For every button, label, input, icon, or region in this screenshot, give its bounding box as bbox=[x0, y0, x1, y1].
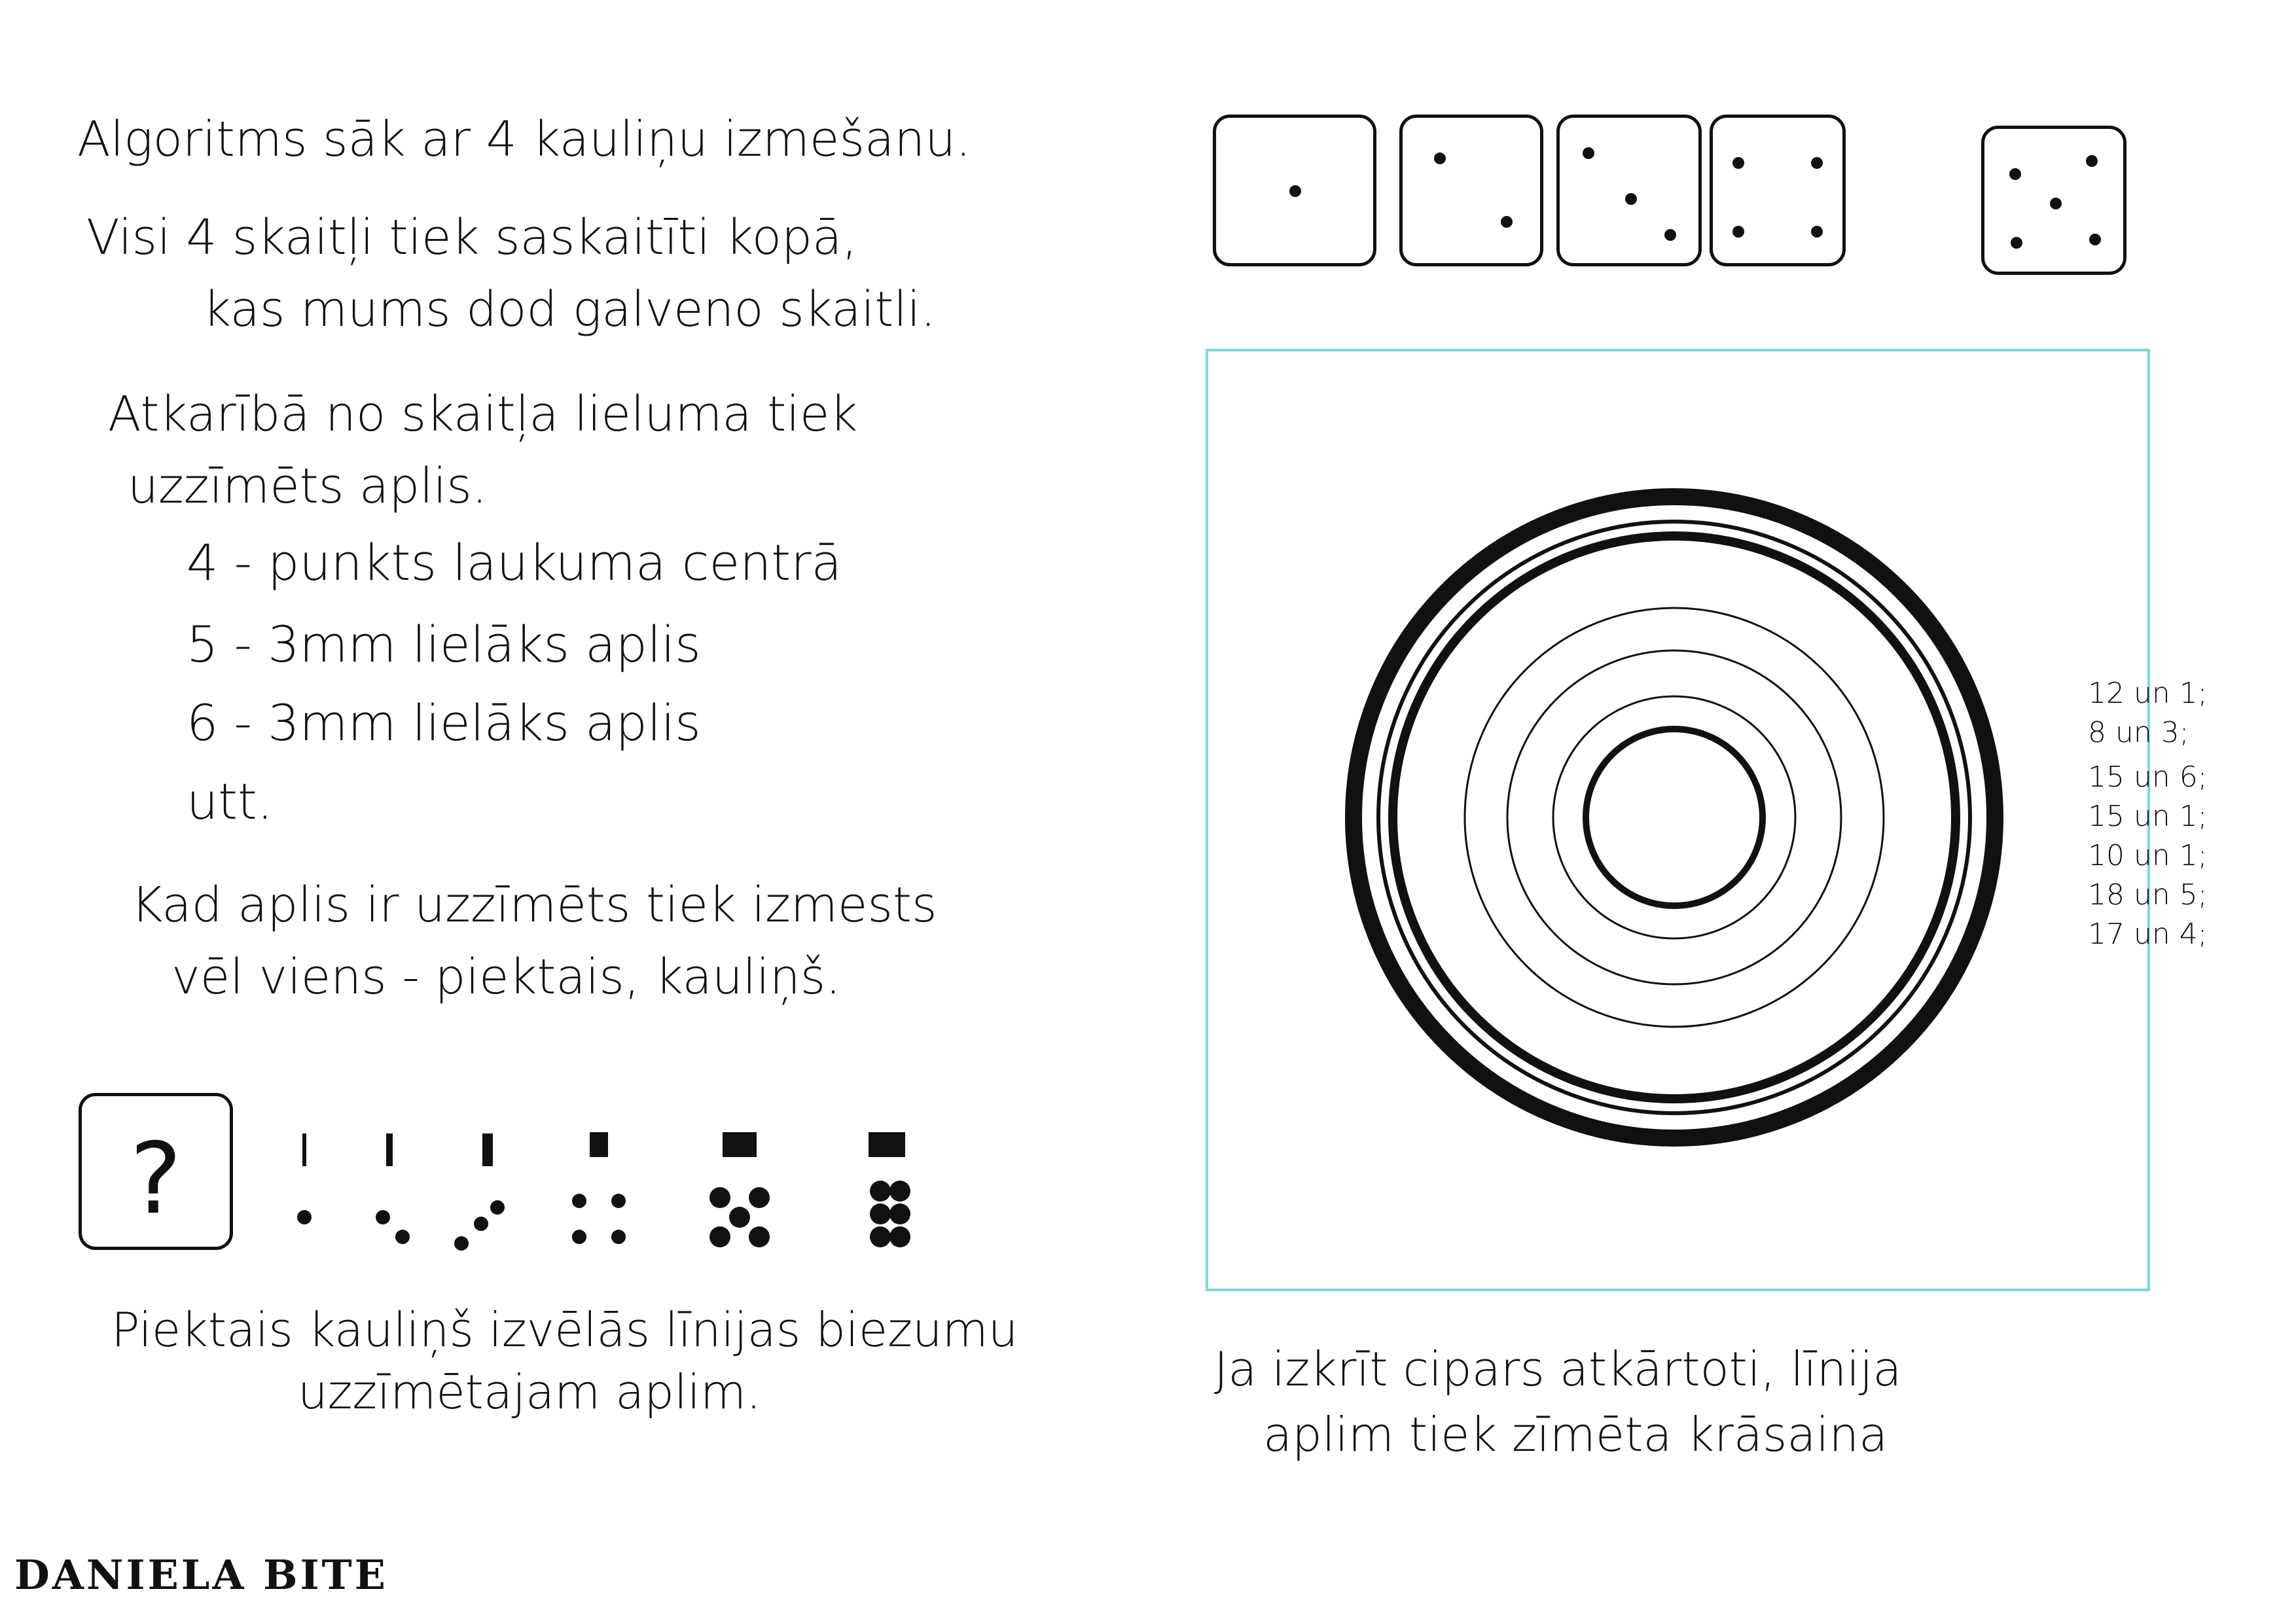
tally-item: 18 un 5; bbox=[2088, 878, 2208, 912]
intro-line-3: kas mums dod galveno skaitli. bbox=[203, 281, 936, 338]
die-four bbox=[1710, 115, 1846, 266]
pip bbox=[572, 1194, 586, 1208]
question-die bbox=[79, 1093, 233, 1250]
ring bbox=[1553, 696, 1795, 938]
pip bbox=[889, 1226, 910, 1247]
die-one bbox=[1213, 115, 1376, 266]
pip bbox=[2011, 237, 2022, 249]
thickness-bar bbox=[590, 1132, 608, 1157]
rule-6: 6 - 3mm lielāks aplis bbox=[187, 694, 701, 752]
pip bbox=[474, 1217, 488, 1231]
pip bbox=[376, 1210, 390, 1224]
ring bbox=[1354, 497, 1995, 1138]
pip bbox=[2089, 234, 2101, 245]
pip bbox=[749, 1226, 770, 1247]
pip bbox=[1289, 185, 1301, 197]
pip bbox=[611, 1194, 626, 1208]
roll-tally bbox=[2088, 674, 2208, 954]
pip bbox=[709, 1226, 730, 1247]
question-mark: ? bbox=[130, 1122, 182, 1236]
ring bbox=[1507, 651, 1841, 984]
tally-item: 15 un 1; bbox=[2088, 800, 2208, 833]
color-line-2: aplim tiek zīmēta krāsaina bbox=[1263, 1407, 1888, 1462]
fifth-line-2: vēl viens - piektais, kauliņš. bbox=[171, 949, 841, 1005]
thickness-bar bbox=[386, 1133, 393, 1166]
pip bbox=[2050, 198, 2062, 209]
color-line-1: Ja izkrīt cipars atkārtoti, līnija bbox=[1214, 1342, 1902, 1397]
size-line-1: Atkarībā no skaitļa lieluma tiek bbox=[108, 386, 858, 442]
tally-item: 8 un 3; bbox=[2088, 716, 2189, 749]
thickness-line-2: uzzīmētajam aplim. bbox=[298, 1364, 762, 1419]
pip bbox=[870, 1181, 891, 1202]
tally-item: 12 un 1; bbox=[2088, 677, 2208, 710]
size-line-2: uzzīmēts aplis. bbox=[128, 458, 488, 514]
thickness-bar bbox=[302, 1133, 306, 1166]
pip bbox=[2086, 155, 2098, 167]
pip bbox=[870, 1226, 891, 1247]
ring bbox=[1378, 522, 1970, 1113]
pip bbox=[454, 1236, 469, 1251]
ring bbox=[1586, 729, 1763, 906]
intro-line-1: Algoritms sāk ar 4 kauliņu izmešanu. bbox=[77, 111, 971, 168]
pip bbox=[297, 1210, 312, 1224]
pip bbox=[889, 1204, 910, 1224]
pip bbox=[2009, 168, 2021, 180]
pip bbox=[611, 1230, 626, 1244]
thickness-legend bbox=[265, 1119, 920, 1289]
artist-signature: DANIELA BITE bbox=[14, 1551, 388, 1599]
pip bbox=[1434, 152, 1446, 164]
tally-item: 17 un 4; bbox=[2088, 918, 2208, 951]
rule-4: 4 - punkts laukuma centrā bbox=[187, 533, 842, 592]
pip bbox=[1732, 157, 1744, 169]
tally-item: 10 un 1; bbox=[2088, 839, 2208, 872]
rule-etc: utt. bbox=[187, 772, 273, 830]
pip bbox=[1501, 216, 1513, 228]
pip bbox=[490, 1200, 505, 1215]
pip bbox=[1583, 147, 1594, 159]
pip bbox=[749, 1187, 770, 1208]
thickness-bar bbox=[482, 1133, 493, 1166]
pip bbox=[870, 1204, 891, 1224]
pip bbox=[1811, 226, 1823, 238]
pip bbox=[572, 1230, 586, 1244]
die-two bbox=[1399, 115, 1543, 266]
pip bbox=[889, 1181, 910, 1202]
pip bbox=[1732, 226, 1744, 238]
die-three bbox=[1556, 115, 1702, 266]
intro-line-2: Visi 4 skaitļi tiek saskaitīti kopā, bbox=[86, 209, 857, 266]
thickness-line-1: Piektais kauliņš izvēlās līnijas biezumu bbox=[111, 1302, 1018, 1357]
ring bbox=[1393, 536, 1956, 1099]
concentric-circles bbox=[1206, 349, 2150, 1291]
thickness-bar bbox=[869, 1132, 905, 1157]
thickness-bar bbox=[723, 1132, 757, 1157]
rule-5: 5 - 3mm lielāks aplis bbox=[187, 615, 701, 673]
tally-item: 15 un 6; bbox=[2088, 760, 2208, 794]
pip bbox=[395, 1230, 410, 1244]
fifth-line-1: Kad aplis ir uzzīmēts tiek izmests bbox=[131, 877, 937, 933]
pip bbox=[729, 1207, 750, 1228]
pip bbox=[1664, 229, 1676, 241]
pip bbox=[709, 1187, 730, 1208]
pip bbox=[1625, 193, 1637, 205]
pip bbox=[1811, 157, 1823, 169]
die-five bbox=[1981, 126, 2126, 275]
ring bbox=[1465, 608, 1884, 1027]
